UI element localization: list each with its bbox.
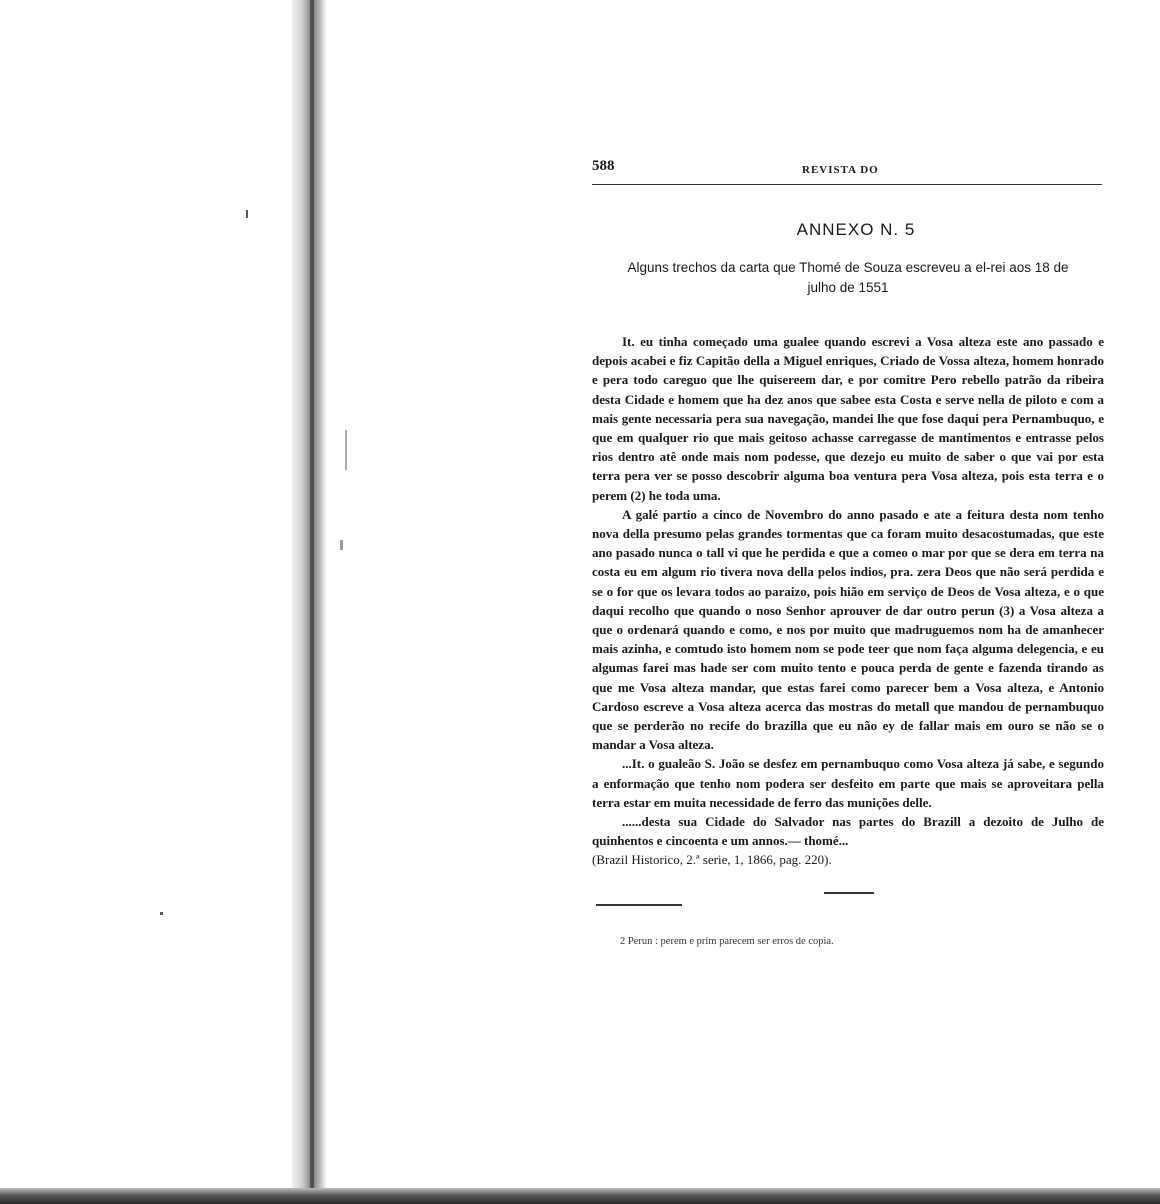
scan-bottom-edge <box>0 1188 1160 1204</box>
footnote-rule-left <box>596 904 682 906</box>
paragraph-2: A galé partio a cinco de Novembro do anno pasado e ate a feitura desta nom tenho nova della presumo pelas grandes tormentas que ca foram muito desacostumadas, que este ano pasado nunca o tall vi que he perdida e que a comeo o mar por que se dera em terra na costa eu em algum rio tivera nova della pelos indios, pra. zera Deos que não será perdida e se o for que os levara todos ao paraizo, pois hião em serviço de Deos de Vosa alteza, e o que daqui recolho que quando o noso Senhor aprouver de dar outro perun (3) a Vosa alteza a que o ordenará quando e como, e nos por muito que madruguemos nom ha de amanhecer mais azinha, e comtudo isto homem nom se pode teer que nom faça alguma delegencia, e eu algumas farei mas hade ser com muito tento e pouca perda de gente e fazenda tirando as que me Vosa alteza mandar, que estas farei como parecer bem a Vosa alteza, e Antonio Cardoso escreve a Vosa alteza acerca das mostras do metall que mandou de pernambuquo que se perderão no recife do brazilla que eu não ey de fallar mais em ouro se não se o mandar a Vosa alteza. <box>592 506 1104 753</box>
footnote-rules <box>592 892 1104 932</box>
subtitle-line-1: Alguns trechos da carta que Thomé de Souza escreveu a el-rei aos 18 de <box>627 260 1069 275</box>
book-gutter-shadow <box>292 0 326 1204</box>
paragraph-4: ......desta sua Cidade do Salvador nas partes do Brazill a dezoito de Julho de quinhentos e cincoenta e um annos.— thomé... <box>592 814 1104 849</box>
footnote: 2 Perun : perem e prim parecem ser erros de copia. <box>620 935 834 947</box>
header-rule <box>592 184 1102 185</box>
source-citation: (Brazil Historico, 2.ª serie, 1, 1866, pag. 220). <box>592 852 832 868</box>
journal-title: REVISTA DO <box>802 164 879 176</box>
book-page <box>592 150 1104 947</box>
scan-speck <box>246 210 248 218</box>
letter-text <box>592 332 1104 870</box>
scan-speck <box>160 912 163 915</box>
scan-speck <box>340 540 343 550</box>
page-number: 588 <box>592 158 615 174</box>
paragraph-3: ...It. o gualeão S. João se desfez em pernambuquo como Vosa alteza já sabe, e segundo a enformação que tenho nom podera ser desfeito em parte que mais se aproveitara pella terra estar em muita necessidade de ferro das munições delle. <box>592 756 1104 810</box>
running-head <box>592 150 1104 178</box>
book-gutter-line <box>310 0 314 1204</box>
paragraph-1: It. eu tinha começado uma gualee quando escrevi a Vosa alteza este ano passado e depois acabei e fiz Capitão della a Miguel enriques, Criado de Vossa alteza, homem honrado e pera todo careguo que lhe quisereem dar, e por comitre Pero rebello patrão da ribeira desta Cidade e homem que ha dez anos que sabee esta Costa e serve nella de piloto e com a mais gente necessaria pera sua navegação, mandei lhe que fose daqui pera Pernambuquo, e que em qualquer rio que mais geitoso achasse carregasse de mantimentos e entrasse pelos rios dentro atê onde mais nom podesse, que dezejo eu muito de saber o que vai por esta terra pera ver se posso descobrir alguma boa ventura pera Vosa alteza, pois esta terra e o perem (2) he toda uma. <box>592 334 1104 503</box>
subtitle-line-2: julho de 1551 <box>807 280 889 295</box>
scan-speck <box>345 430 347 470</box>
annex-title: ANNEXO N. 5 <box>796 220 916 239</box>
footnote-rule-center <box>824 892 874 894</box>
annex-subtitle <box>592 258 1104 298</box>
